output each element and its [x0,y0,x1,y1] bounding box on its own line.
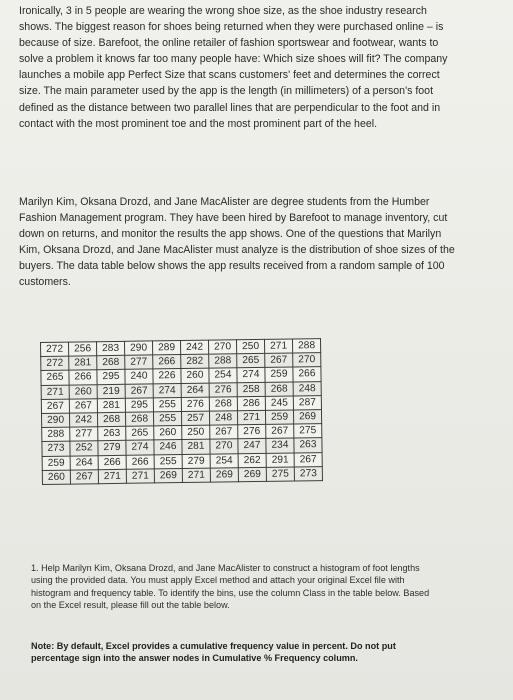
table-cell: 265 [41,370,69,385]
table-cell: 268 [265,382,293,397]
table-cell: 259 [42,456,70,471]
table-cell: 272 [41,356,69,371]
table-cell: 254 [210,453,238,468]
table-cell: 267 [210,425,238,440]
table-cell: 277 [70,427,98,442]
question-1-text: 1. Help Marilyn Kim, Oksana Drozd, and Jane MacAlister to construct a histogram of foot lengths using the provided data. You must apply Excel method and attach your original Excel file with histogram and frequency table. To identify the bins, use the column Class in the table below. Based on the Excel result, please fill out the table below. [31,563,430,610]
table-cell: 281 [69,356,97,371]
table-cell: 255 [154,454,182,469]
table-cell: 281 [182,439,210,454]
table-cell: 255 [153,397,181,412]
table-cell: 281 [97,398,125,413]
table-cell: 270 [293,353,321,368]
table-cell: 248 [293,381,321,396]
table-cell: 265 [237,354,265,369]
table-cell: 267 [125,383,153,398]
table-cell: 267 [294,452,322,467]
table-cell: 266 [293,367,321,382]
table-cell: 260 [69,384,97,399]
table-cell: 265 [126,426,154,441]
table-cell: 242 [69,413,97,428]
table-cell: 289 [152,341,180,356]
table-cell: 271 [126,469,154,484]
table-cell: 258 [237,382,265,397]
table-cell: 268 [97,356,125,371]
table-cell: 283 [97,341,125,356]
table-cell: 267 [69,398,97,413]
foot-length-data-table [40,338,323,485]
table-cell: 252 [70,441,98,456]
table-cell: 247 [238,439,266,454]
table-cell: 262 [238,453,266,468]
table-cell: 274 [126,440,154,455]
table-cell: 271 [41,385,69,400]
table-cell: 264 [70,455,98,470]
table-cell: 271 [182,468,210,483]
table-cell: 276 [238,424,266,439]
table-cell: 271 [264,339,292,354]
table-cell: 257 [181,411,209,426]
context-paragraph: Marilyn Kim, Oksana Drozd, and Jane MacAlister are degree students from the Humber Fashion Management program. They have been hired by Barefoot to manage inventory, cut down on returns, and monitor the results the app shows. One of the questions that Marilyn Kim, Oksana Drozd, and Jane MacAlister must analyze is the distribution of shoe sizes of the buyers. The data table below shows the app results received from a random sample of 100 customers. [19,196,455,289]
table-cell: 259 [265,367,293,382]
table-cell: 268 [209,397,237,412]
table-cell: 288 [42,427,70,442]
table-cell: 260 [181,369,209,384]
table-cell: 267 [265,353,293,368]
table-cell: 286 [237,396,265,411]
table-cell: 266 [69,370,97,385]
table-cell: 276 [209,382,237,397]
table-cell: 254 [209,368,237,383]
table-cell: 268 [97,412,125,427]
table-cell: 288 [292,339,320,354]
table-cell: 263 [98,426,126,441]
table-cell: 275 [266,467,294,482]
note-text: Note: By default, Excel provides a cumulative frequency value in percent. Do not put percentage sign into the answer nodes in Cumulative % Frequency column. [31,641,396,664]
table-cell: 287 [293,395,321,410]
table-cell: 290 [41,413,69,428]
table-cell: 274 [237,368,265,383]
table-cell: 259 [265,410,293,425]
table-cell: 266 [98,455,126,470]
table-cell: 266 [126,454,154,469]
table-cell: 245 [265,396,293,411]
table-cell: 273 [42,441,70,456]
table-cell: 260 [154,426,182,441]
table-cell: 260 [42,470,70,485]
table-cell: 274 [153,383,181,398]
table-cell: 248 [209,411,237,426]
table-cell: 277 [125,355,153,370]
table-cell: 270 [208,340,236,355]
table-cell: 269 [154,468,182,483]
table-cell: 279 [182,454,210,469]
table-cell: 226 [153,369,181,384]
table-cell: 291 [266,452,294,467]
table-cell: 268 [125,412,153,427]
table-cell: 240 [125,369,153,384]
table-cell: 288 [209,354,237,369]
table-cell: 271 [237,410,265,425]
table-cell: 264 [181,383,209,398]
table-cell: 246 [154,440,182,455]
table-cell: 269 [293,410,321,425]
table-cell: 250 [236,339,264,354]
table-cell: 290 [124,341,152,356]
table-cell: 219 [97,384,125,399]
table-cell: 256 [69,342,97,357]
table-cell: 267 [41,399,69,414]
table-cell: 267 [266,424,294,439]
table-cell: 276 [181,397,209,412]
table-cell: 295 [125,398,153,413]
table-cell: 275 [294,424,322,439]
table-cell: 271 [98,469,126,484]
table-cell: 273 [294,466,322,481]
table-cell: 270 [210,439,238,454]
intro-paragraph: Ironically, 3 in 5 people are wearing the wrong shoe size, as the shoe industry research shows. The biggest reason for shoes being returned when they were purchased online – is because of size. Barefoot, the online retailer of fashion sportswear and footwear, wants to solve a problem it knows far too many people have: Which size shoes will fit? The company launches a mobile app Perfect Size that scans customers' feet and determines the correct size. The main parameter used by the app is the length (in millimeters) of a person's foot defined as the distance between two parallel lines that are perpendicular to the foot and in contact with the most prominent toe and the most prominent part of the heel. [19,5,448,130]
table-cell: 234 [266,438,294,453]
table-cell: 250 [182,425,210,440]
table-cell: 269 [210,467,238,482]
table-cell: 242 [180,340,208,355]
table-cell: 279 [98,441,126,456]
table-cell: 269 [238,467,266,482]
table-cell: 295 [97,370,125,385]
table-cell: 263 [294,438,322,453]
table-cell: 282 [181,354,209,369]
table-cell: 266 [153,355,181,370]
table-cell: 255 [153,411,181,426]
table-cell: 267 [70,469,98,484]
table-cell: 272 [41,342,69,357]
